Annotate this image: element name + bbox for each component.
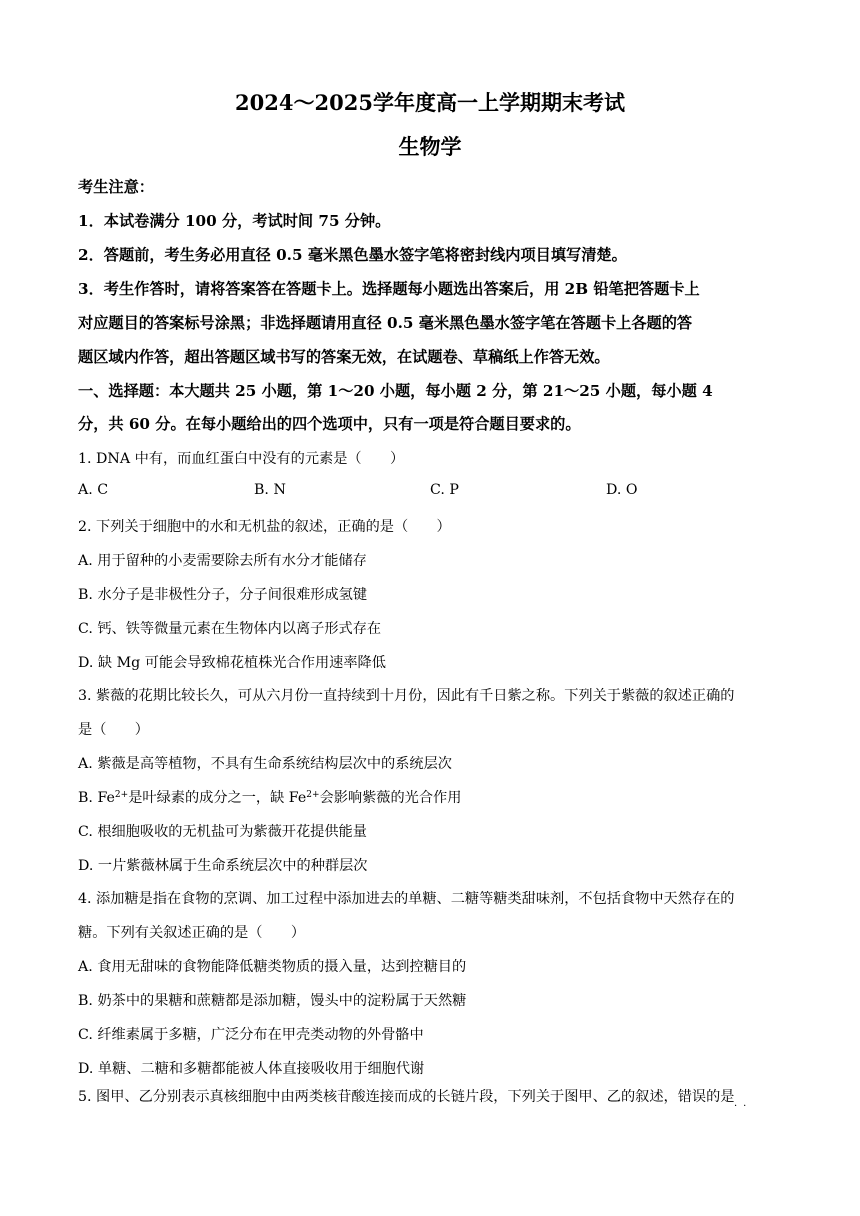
q3-option-a: A. 紫薇是高等植物，不具有生命系统结构层次中的系统层次 [78, 756, 452, 772]
q1-option-b: B. N [254, 482, 286, 498]
notice-item: 对应题目的答案标号涂黑；非选择题请用直径 0.5 毫米黑色墨水签字笔在答题卡上各题的答 [78, 314, 693, 332]
notice-item: 3．考生作答时，请将答案答在答题卡上。选择题每小题选出答案后，用 2B 铅笔把答题卡上 [78, 280, 700, 298]
question-4-stem: 4. 添加糖是指在食物的烹调、加工过程中添加进去的单糖、二糖等糖类甜味剂，不包括食物中天然存在的 [78, 891, 735, 907]
question-2-stem: 2. 下列关于细胞中的水和无机盐的叙述，正确的是（ ） [78, 519, 451, 535]
q4-option-c: C. 纤维素属于多糖，广泛分布在甲壳类动物的外骨骼中 [78, 1027, 424, 1043]
q2-option-c: C. 钙、铁等微量元素在生物体内以离子形式存在 [78, 621, 382, 637]
notice-heading: 考生注意： [78, 178, 154, 196]
section-heading: 分，共 60 分。在每小题给出的四个选项中，只有一项是符合题目要求的。 [78, 415, 581, 433]
q3-option-d: D. 一片紫薇林属于生命系统层次中的种群层次 [78, 858, 368, 874]
q3-option-c: C. 根细胞吸收的无机盐可为紫薇开花提供能量 [78, 824, 367, 840]
q4-option-d: D. 单糖、二糖和多糖都能被人体直接吸收用于细胞代谢 [78, 1061, 425, 1077]
question-4-stem-cont: 糖。下列有关叙述正确的是（ ） [78, 925, 306, 941]
q1-option-c: C. P [430, 482, 459, 498]
section-heading: 一、选择题：本大题共 25 小题，第 1～20 小题，每小题 2 分，第 21～25 小题，每小题 4 [78, 382, 713, 400]
question-3-stem: 3. 紫薇的花期比较长久，可从六月份一直持续到十月份，因此有千日紫之称。下列关于紫薇的叙述正确的 [78, 688, 735, 704]
question-5-stem: 5. 图甲、乙分别表示真核细胞中由两类核苷酸连接而成的长链片段，下列关于图甲、乙的叙述，错误的是 [78, 1089, 735, 1105]
ion-charge: 2+ [306, 790, 320, 800]
q4-option-a: A. 食用无甜味的食物能降低糖类物质的摄入量，达到控糖目的 [78, 959, 467, 975]
ion-charge: 2+ [114, 790, 129, 800]
notice-item: 1．本试卷满分 100 分，考试时间 75 分钟。 [78, 212, 391, 230]
q4-option-b: B. 奶茶中的果糖和蔗糖都是添加糖，馒头中的淀粉属于天然糖 [78, 993, 467, 1009]
q1-option-d: D. O [606, 482, 638, 498]
q2-option-d: D. 缺 Mg 可能会导致棉花植株光合作用速率降低 [78, 655, 386, 671]
notice-item: 2．答题前，考生务必用直径 0.5 毫米黑色墨水签字笔将密封线内项目填写清楚。 [78, 246, 627, 264]
q1-option-a: A. C [78, 482, 109, 498]
subject-title: 生物学 [398, 134, 462, 159]
q2-option-b: B. 水分子是非极性分子，分子间很难形成氢键 [78, 587, 368, 603]
emphasis-dots: ·· [734, 1101, 753, 1112]
notice-item: 题区域内作答，超出答题区域书写的答案无效，在试题卷、草稿纸上作答无效。 [78, 348, 610, 366]
q3-option-b-text: B. Fe [78, 790, 115, 806]
q2-option-a: A. 用于留种的小麦需要除去所有水分才能储存 [78, 553, 367, 569]
q3-option-b [78, 787, 461, 807]
q3-option-b-text: 是叶绿素的成分之一，缺 Fe [128, 790, 307, 806]
question-1-stem: 1. DNA 中有，而血红蛋白中没有的元素是（ ） [78, 451, 405, 467]
exam-title: 2024～2025学年度高一上学期期末考试 [235, 90, 625, 115]
question-3-stem-cont: 是（ ） [78, 722, 149, 738]
q3-option-b-text: 会影响紫薇的光合作用 [319, 790, 462, 806]
